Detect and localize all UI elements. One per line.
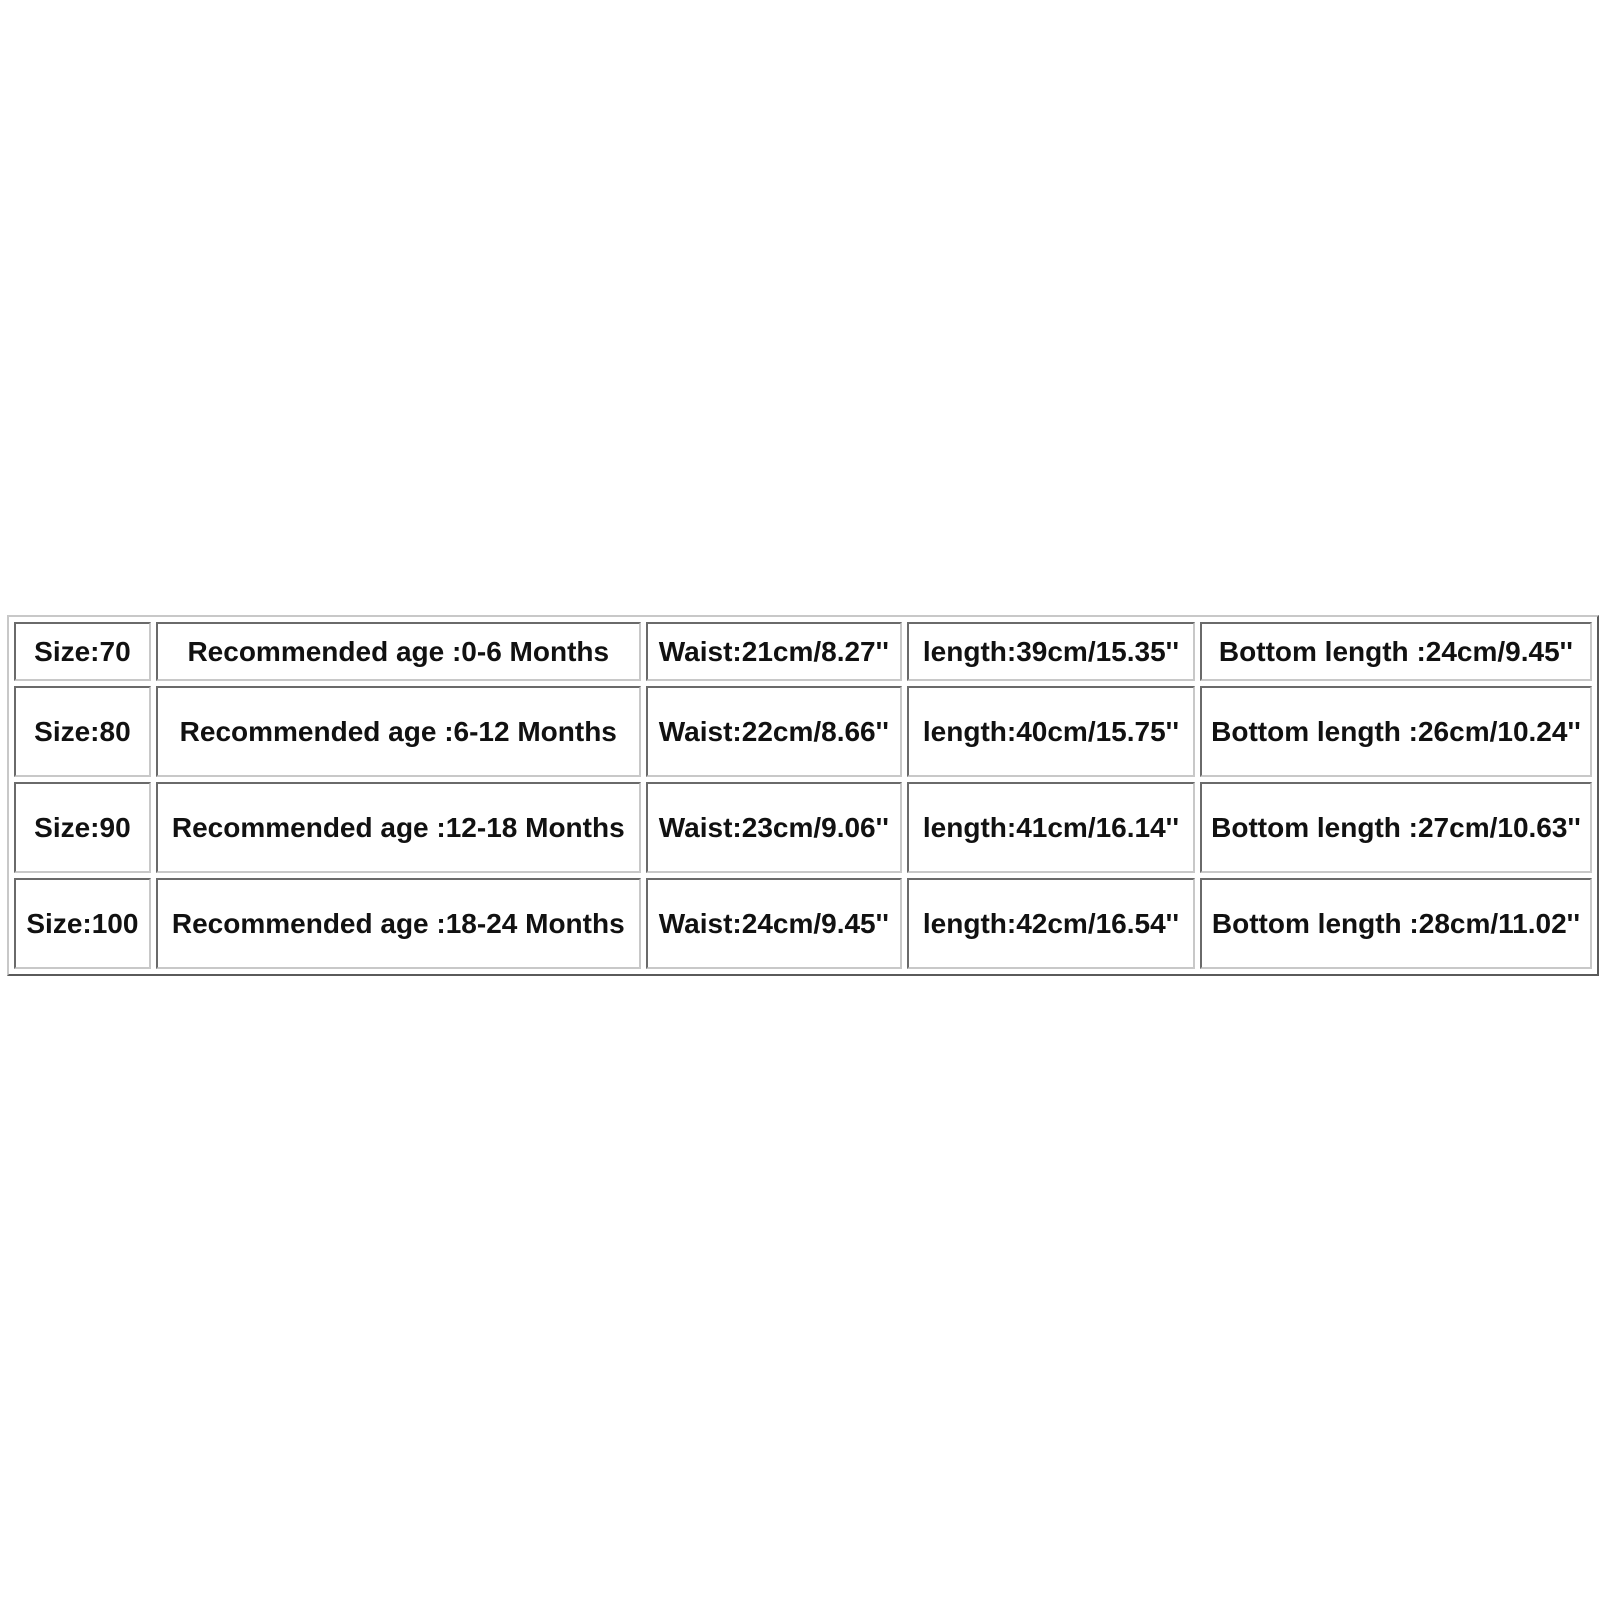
length-cell: length:42cm/16.54'' (907, 878, 1195, 969)
bottom-length-cell: Bottom length :28cm/11.02'' (1200, 878, 1592, 969)
waist-cell: Waist:23cm/9.06'' (646, 782, 902, 873)
size-chart-table (7, 615, 1599, 976)
recommended-age-cell: Recommended age :18-24 Months (156, 878, 641, 969)
length-cell: length:39cm/15.35'' (907, 622, 1195, 681)
table-row (14, 686, 1592, 777)
length-cell: length:41cm/16.14'' (907, 782, 1195, 873)
waist-cell: Waist:22cm/8.66'' (646, 686, 902, 777)
recommended-age-cell: Recommended age :6-12 Months (156, 686, 641, 777)
size-cell: Size:80 (14, 686, 151, 777)
bottom-length-cell: Bottom length :26cm/10.24'' (1200, 686, 1592, 777)
waist-cell: Waist:21cm/8.27'' (646, 622, 902, 681)
waist-cell: Waist:24cm/9.45'' (646, 878, 902, 969)
length-cell: length:40cm/15.75'' (907, 686, 1195, 777)
table-row (14, 622, 1592, 681)
bottom-length-cell: Bottom length :24cm/9.45'' (1200, 622, 1592, 681)
size-cell: Size:70 (14, 622, 151, 681)
size-cell: Size:100 (14, 878, 151, 969)
table-row (14, 782, 1592, 873)
table-row (14, 878, 1592, 969)
size-cell: Size:90 (14, 782, 151, 873)
bottom-length-cell: Bottom length :27cm/10.63'' (1200, 782, 1592, 873)
recommended-age-cell: Recommended age :0-6 Months (156, 622, 641, 681)
recommended-age-cell: Recommended age :12-18 Months (156, 782, 641, 873)
